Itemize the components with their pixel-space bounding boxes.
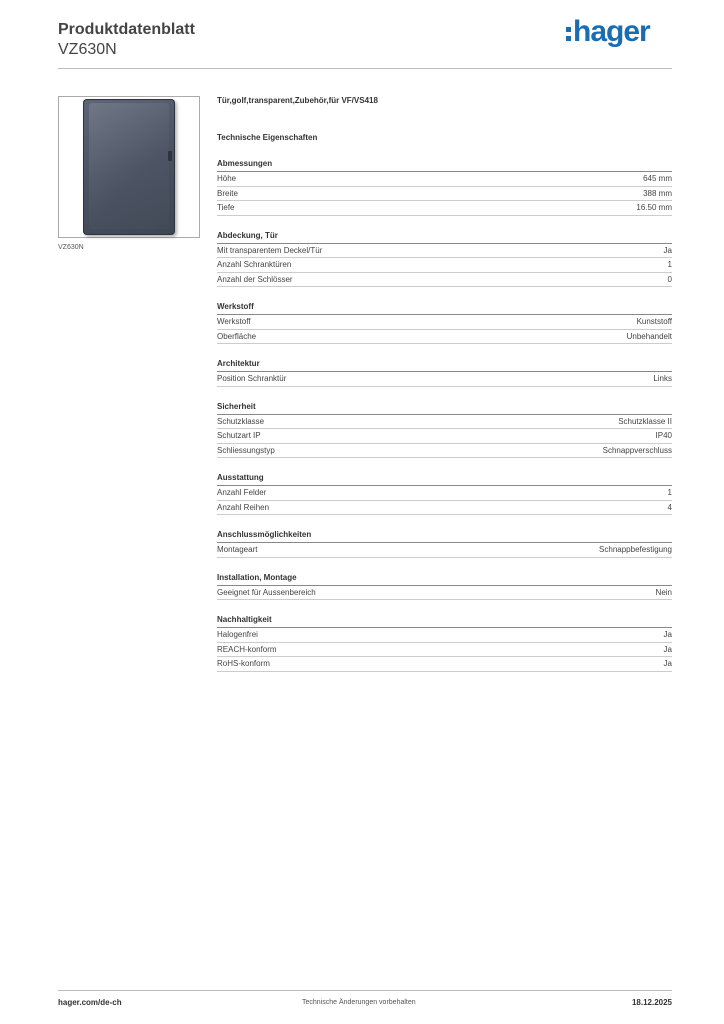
property-row (217, 244, 672, 259)
product-description: Tür,golf,transparent,Zubehör,für VF/VS418 (217, 96, 378, 105)
property-group (217, 301, 672, 344)
property-groups (217, 158, 672, 672)
property-row (217, 315, 672, 330)
property-label: Anzahl Felder (217, 488, 267, 497)
property-row (217, 643, 672, 658)
hager-logo (566, 16, 650, 48)
property-value: 388 mm (643, 188, 672, 198)
property-label: Schliessungstyp (217, 445, 275, 455)
property-row (217, 501, 672, 516)
group-title: Abdeckung, Tür (217, 230, 672, 244)
property-label: Anzahl der Schlösser (217, 274, 293, 284)
property-group (217, 614, 672, 672)
product-code: VZ630N (58, 41, 117, 58)
group-title: Anschlussmöglichkeiten (217, 529, 672, 543)
property-label: Schutzart IP (217, 431, 261, 440)
document-title: Produktdatenblatt (58, 21, 195, 38)
property-value: 4 (667, 502, 672, 512)
property-value: 1 (667, 260, 672, 269)
property-value: Ja (663, 245, 672, 255)
property-row (217, 273, 672, 288)
property-row (217, 486, 672, 501)
logo-dots-icon (566, 27, 571, 41)
footer-notice: Technische Änderungen vorbehalten (302, 999, 416, 1006)
product-image-caption: VZ630N (58, 244, 84, 251)
property-value: Ja (663, 659, 672, 668)
property-row (217, 657, 672, 672)
property-value: 0 (667, 274, 672, 284)
group-title: Installation, Montage (217, 572, 672, 586)
property-value: Schnappbefestigung (599, 545, 672, 554)
property-group (217, 472, 672, 515)
product-image-frame (58, 96, 200, 238)
property-row (217, 543, 672, 558)
property-label: Mit transparentem Deckel/Tür (217, 245, 323, 255)
section-title: Technische Eigenschaften (217, 133, 318, 142)
property-row (217, 172, 672, 187)
property-label: Anzahl Schranktüren (217, 260, 292, 269)
property-label: Position Schranktür (217, 374, 287, 383)
property-group (217, 358, 672, 387)
property-label: Geeignet für Aussenbereich (217, 587, 316, 597)
property-value: 645 mm (643, 174, 672, 183)
property-value: Kunststoff (636, 317, 672, 326)
property-row (217, 429, 672, 444)
product-door-image (83, 99, 175, 235)
document-header (58, 20, 195, 60)
property-label: Höhe (217, 174, 237, 183)
property-value: Schnappverschluss (602, 445, 672, 455)
property-row (217, 258, 672, 273)
property-value: 16.50 mm (636, 203, 672, 212)
property-label: Werkstoff (217, 317, 251, 326)
property-label: Tiefe (217, 203, 235, 212)
property-row (217, 187, 672, 202)
property-label: REACH-konform (217, 644, 277, 654)
property-value: Schutzklasse II (618, 416, 672, 426)
logo-text: hager (573, 15, 650, 48)
property-row (217, 415, 672, 430)
property-group (217, 158, 672, 216)
door-latch (168, 151, 172, 161)
property-value: IP40 (655, 431, 672, 440)
property-row (217, 330, 672, 345)
property-value: Nein (655, 587, 672, 597)
footer-website-link[interactable]: hager.com/de-ch (58, 998, 122, 1007)
property-group (217, 230, 672, 288)
property-label: Oberfläche (217, 331, 257, 341)
group-title: Abmessungen (217, 158, 672, 172)
group-title: Werkstoff (217, 301, 672, 315)
group-title: Nachhaltigkeit (217, 614, 672, 628)
footer-divider (58, 990, 672, 991)
property-label: Montageart (217, 545, 258, 554)
property-row (217, 586, 672, 601)
property-group (217, 572, 672, 601)
property-row (217, 628, 672, 643)
header-divider (58, 68, 672, 69)
group-title: Sicherheit (217, 401, 672, 415)
property-value: Ja (663, 630, 672, 639)
property-row (217, 201, 672, 216)
product-details (217, 95, 672, 672)
property-row (217, 372, 672, 387)
group-title: Architektur (217, 358, 672, 372)
property-label: Schutzklasse (217, 416, 265, 426)
footer-date: 18.12.2025 (631, 998, 672, 1007)
property-label: Breite (217, 188, 238, 198)
property-label: Halogenfrei (217, 630, 258, 639)
property-value: Unbehandelt (626, 331, 672, 341)
property-label: RoHS-konform (217, 659, 270, 668)
property-row (217, 444, 672, 459)
property-value: Links (653, 374, 672, 383)
group-title: Ausstattung (217, 472, 672, 486)
property-value: 1 (667, 488, 672, 497)
property-group (217, 529, 672, 558)
property-value: Ja (663, 644, 672, 654)
property-label: Anzahl Reihen (217, 502, 270, 512)
property-group (217, 401, 672, 459)
